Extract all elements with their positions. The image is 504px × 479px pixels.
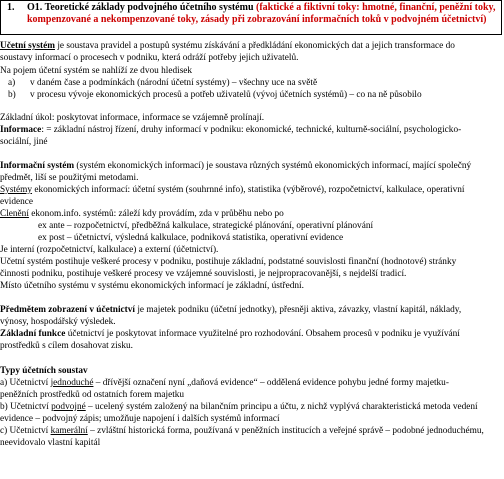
text: je soustava pravidel a postupů systému získávání a předkládání ekonomických dat a jejich transformace do: [55, 41, 455, 51]
underlined-term: Systémy: [0, 185, 33, 195]
paragraph-line: výnosy, hospodářský výsledek.: [0, 317, 116, 327]
paragraph-line: evidence – podvojný zápis; umožňuje napojení i dalších systémů informací: [0, 414, 280, 424]
heading-subtitle-2: kompenzované a nekompenzované toky, zásady při zobrazování informačních toků v podvojném účetnictví): [27, 13, 487, 25]
list-item-c: [0, 426, 504, 437]
section-heading: [0, 0, 502, 35]
list-text: v procesu vývoje ekonomických procesů a potřeb uživatelů (vývoj účetních systémů) – co na ně působilo: [30, 90, 422, 100]
text: – ucelený systém založený na bilančním principu a účtu, z nichž vyplývá charakteristická metoda vedení: [85, 402, 478, 412]
text: účetnictví je poskytovat informace využitelné pro rozhodování. Obsahem procesů v podniku je využívání: [65, 329, 460, 339]
list-text: v daném čase a podmínkách (národní účetní systémy) – všechny uce na světě: [30, 78, 318, 88]
list-item-a: [0, 78, 504, 89]
paragraph-line: peněžních prostředků od ostatních forem majetku: [0, 390, 185, 400]
paragraph-line: Základní úkol: poskytovat informace, informace se vzájemně prolínají.: [0, 113, 265, 123]
paragraph-line: Účetní systém postihuje veškeré procesy v podniku, postihuje základní, podstatné souvislosti finanční (hodnotové) stránky: [0, 257, 457, 267]
paragraph-line: [0, 185, 504, 196]
paragraph-line: ex post – účetnictví, výsledná kalkulace, podniková statistika, operativní evidence: [38, 233, 344, 243]
text: : = základní nástroj řízení, druhy informací v podniku: ekonomické, technické, kulturně-sociální, psychologicko-: [41, 125, 462, 135]
paragraph-line: soustavy informací o procesech v podniku, která odráží potřeby jejich uživatelů.: [0, 53, 299, 63]
paragraph-line: evidence: [0, 197, 34, 207]
text: ekonomických informací: účetní systém (souhrnné info), statistika (výběrové), rozpočetnictví, kalkulace, operativní: [32, 185, 465, 195]
paragraph-line: [0, 209, 504, 220]
term-ucetni-system: Účetní systém: [0, 41, 55, 51]
text: – dřívější označení nyní „daňová evidence“ – oddělená evidence pohybu jedné formy majetku-: [93, 378, 449, 388]
heading-title: O1. Teoretické základy podvojného účetního systému: [27, 2, 256, 13]
term-informace: Informace: [0, 125, 42, 135]
text: c) Účetnictví: [0, 426, 51, 436]
section-title-typy: Typy účetních soustav: [0, 366, 88, 376]
text: (systém ekonomických informací) je soustava různých systémů ekonomických informací, mající společný: [74, 161, 472, 171]
paragraph-line: Místo účetního systému v systému ekonomických informací je základní, ústřední.: [0, 281, 304, 291]
underlined-term: jednoduché: [50, 378, 94, 388]
paragraph-line: Na pojem účetní systém se nahlíží ze dvou hledisek: [0, 66, 193, 76]
paragraph-line: [0, 125, 504, 136]
text: a) Účetnictví: [0, 378, 51, 388]
underlined-term: kamerální: [50, 426, 88, 436]
paragraph-line: [0, 161, 504, 172]
paragraph-line: sociální, jiné: [0, 137, 48, 147]
list-item-b: [0, 402, 504, 413]
heading-subtitle-1: (faktické a fiktivní toky: hmotné, finanční, peněžní toky,: [256, 2, 496, 13]
paragraph-line: [0, 41, 504, 52]
paragraph-line: Je interní (rozpočetnictví, kalkulace) a externí (účetnictví).: [0, 245, 219, 255]
underlined-term: podvojné: [51, 402, 86, 412]
list-item-b: [0, 90, 504, 101]
list-marker: b): [8, 90, 16, 100]
text: ekonom.info. systémů: záleží kdy provádím, zda v průběhu nebo po: [28, 209, 284, 219]
paragraph-line: činnosti podniku, postihuje veškeré procesy ve vzájemné souvislosti, je nejpropracovanější, s nejdelší tradicí.: [0, 269, 407, 279]
list-item-a: [0, 378, 504, 389]
text: je majetek podniku (účetní jednotky), přesněji aktiva, závazky, vlastní kapitál, náklady,: [135, 305, 462, 315]
text: b) Účetnictví: [0, 402, 52, 412]
paragraph-line: neevidovalo vlastní kapitál: [0, 438, 101, 448]
term-informacni-system: Informační systém: [0, 161, 75, 171]
paragraph-line: ex ante – rozpočetnictví, předběžná kalkulace, strategické plánování, operativní plánování: [38, 221, 374, 231]
heading-number: 1.: [7, 2, 15, 13]
paragraph-line: [0, 329, 504, 340]
paragraph-line: [0, 305, 504, 316]
paragraph-line: předmět, liší se použitými metodami.: [0, 173, 139, 183]
paragraph-line: prostředků s cílem dosahovat zisku.: [0, 341, 133, 351]
list-marker: a): [8, 78, 16, 88]
underlined-term: Členění: [0, 209, 29, 219]
term-predmet: Předmětem zobrazení v účetnictví: [0, 305, 136, 315]
text: – zvláštní historická forma, používaná v peněžních institucích a veřejné správě – podobné jednoduchému,: [87, 426, 484, 436]
term-zakladni-funkce: Základní funkce: [0, 329, 66, 339]
